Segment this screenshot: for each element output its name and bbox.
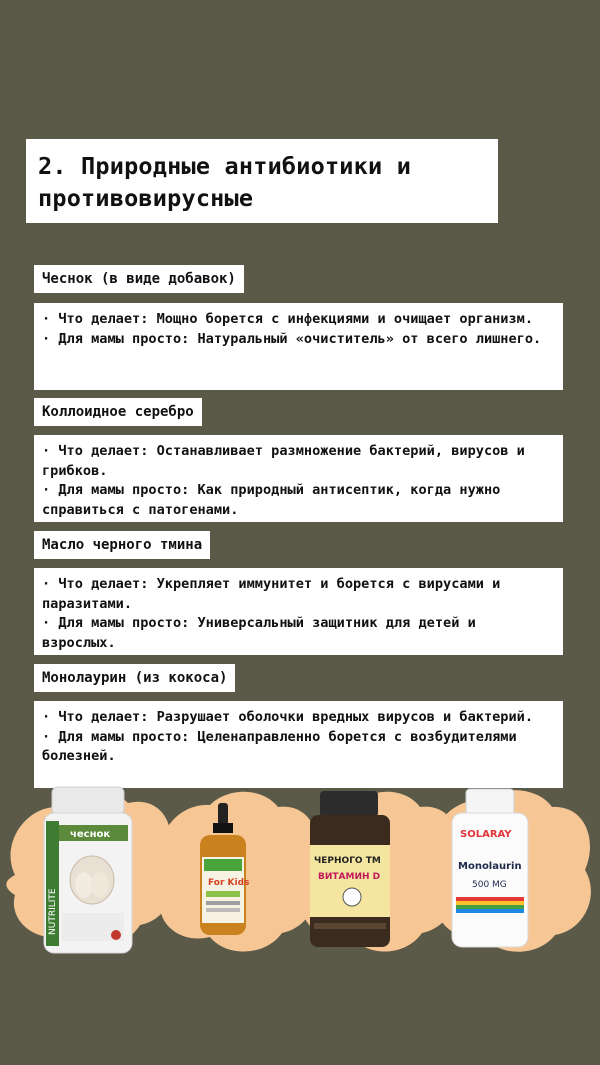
- svg-text:For Kids: For Kids: [208, 878, 250, 888]
- svg-text:NUTRILITE: NUTRILITE: [48, 888, 58, 935]
- page-title: 2. Природные антибиотики и противовирусные: [26, 139, 498, 223]
- garlic-supplement-bottle-icon: [44, 787, 132, 953]
- svg-text:ВИТАМИН D: ВИТАМИН D: [318, 872, 381, 882]
- section-text-black-cumin: · Что делает: Укрепляет иммунитет и борется с вирусами и паразитами. · Для мамы просто: Универсальный защитник для детей и взрослых.: [34, 568, 563, 655]
- section-label-silver: Коллоидное серебро: [34, 398, 202, 426]
- section-text-garlic: · Что делает: Мощно борется с инфекциями и очищает организм. · Для мамы просто: Натуральный «очиститель» от всего лишнего.: [34, 303, 563, 390]
- svg-text:500 MG: 500 MG: [472, 880, 507, 890]
- svg-text:ЧЕРНОГО ТМ: ЧЕРНОГО ТМ: [314, 856, 381, 866]
- svg-text:SOLARAY: SOLARAY: [460, 829, 512, 840]
- section-text-silver: · Что делает: Останавливает размножение бактерий, вирусов и грибков. · Для мамы просто: Как природный антисептик, когда нужно справиться с патогенами.: [34, 435, 563, 522]
- monolaurin-bottle-icon: [452, 789, 528, 947]
- products-strip: [0, 785, 600, 960]
- svg-text:чеснок: чеснок: [70, 829, 111, 840]
- section-label-garlic: Чеснок (в виде добавок): [34, 265, 244, 293]
- section-text-monolaurin: · Что делает: Разрушает оболочки вредных вирусов и бактерий. · Для мамы просто: Целенаправленно борется с возбудителями болезней.: [34, 701, 563, 788]
- section-label-monolaurin: Монолаурин (из кокоса): [34, 664, 235, 692]
- svg-text:Monolaurin: Monolaurin: [458, 861, 522, 872]
- section-label-black-cumin: Масло черного тмина: [34, 531, 210, 559]
